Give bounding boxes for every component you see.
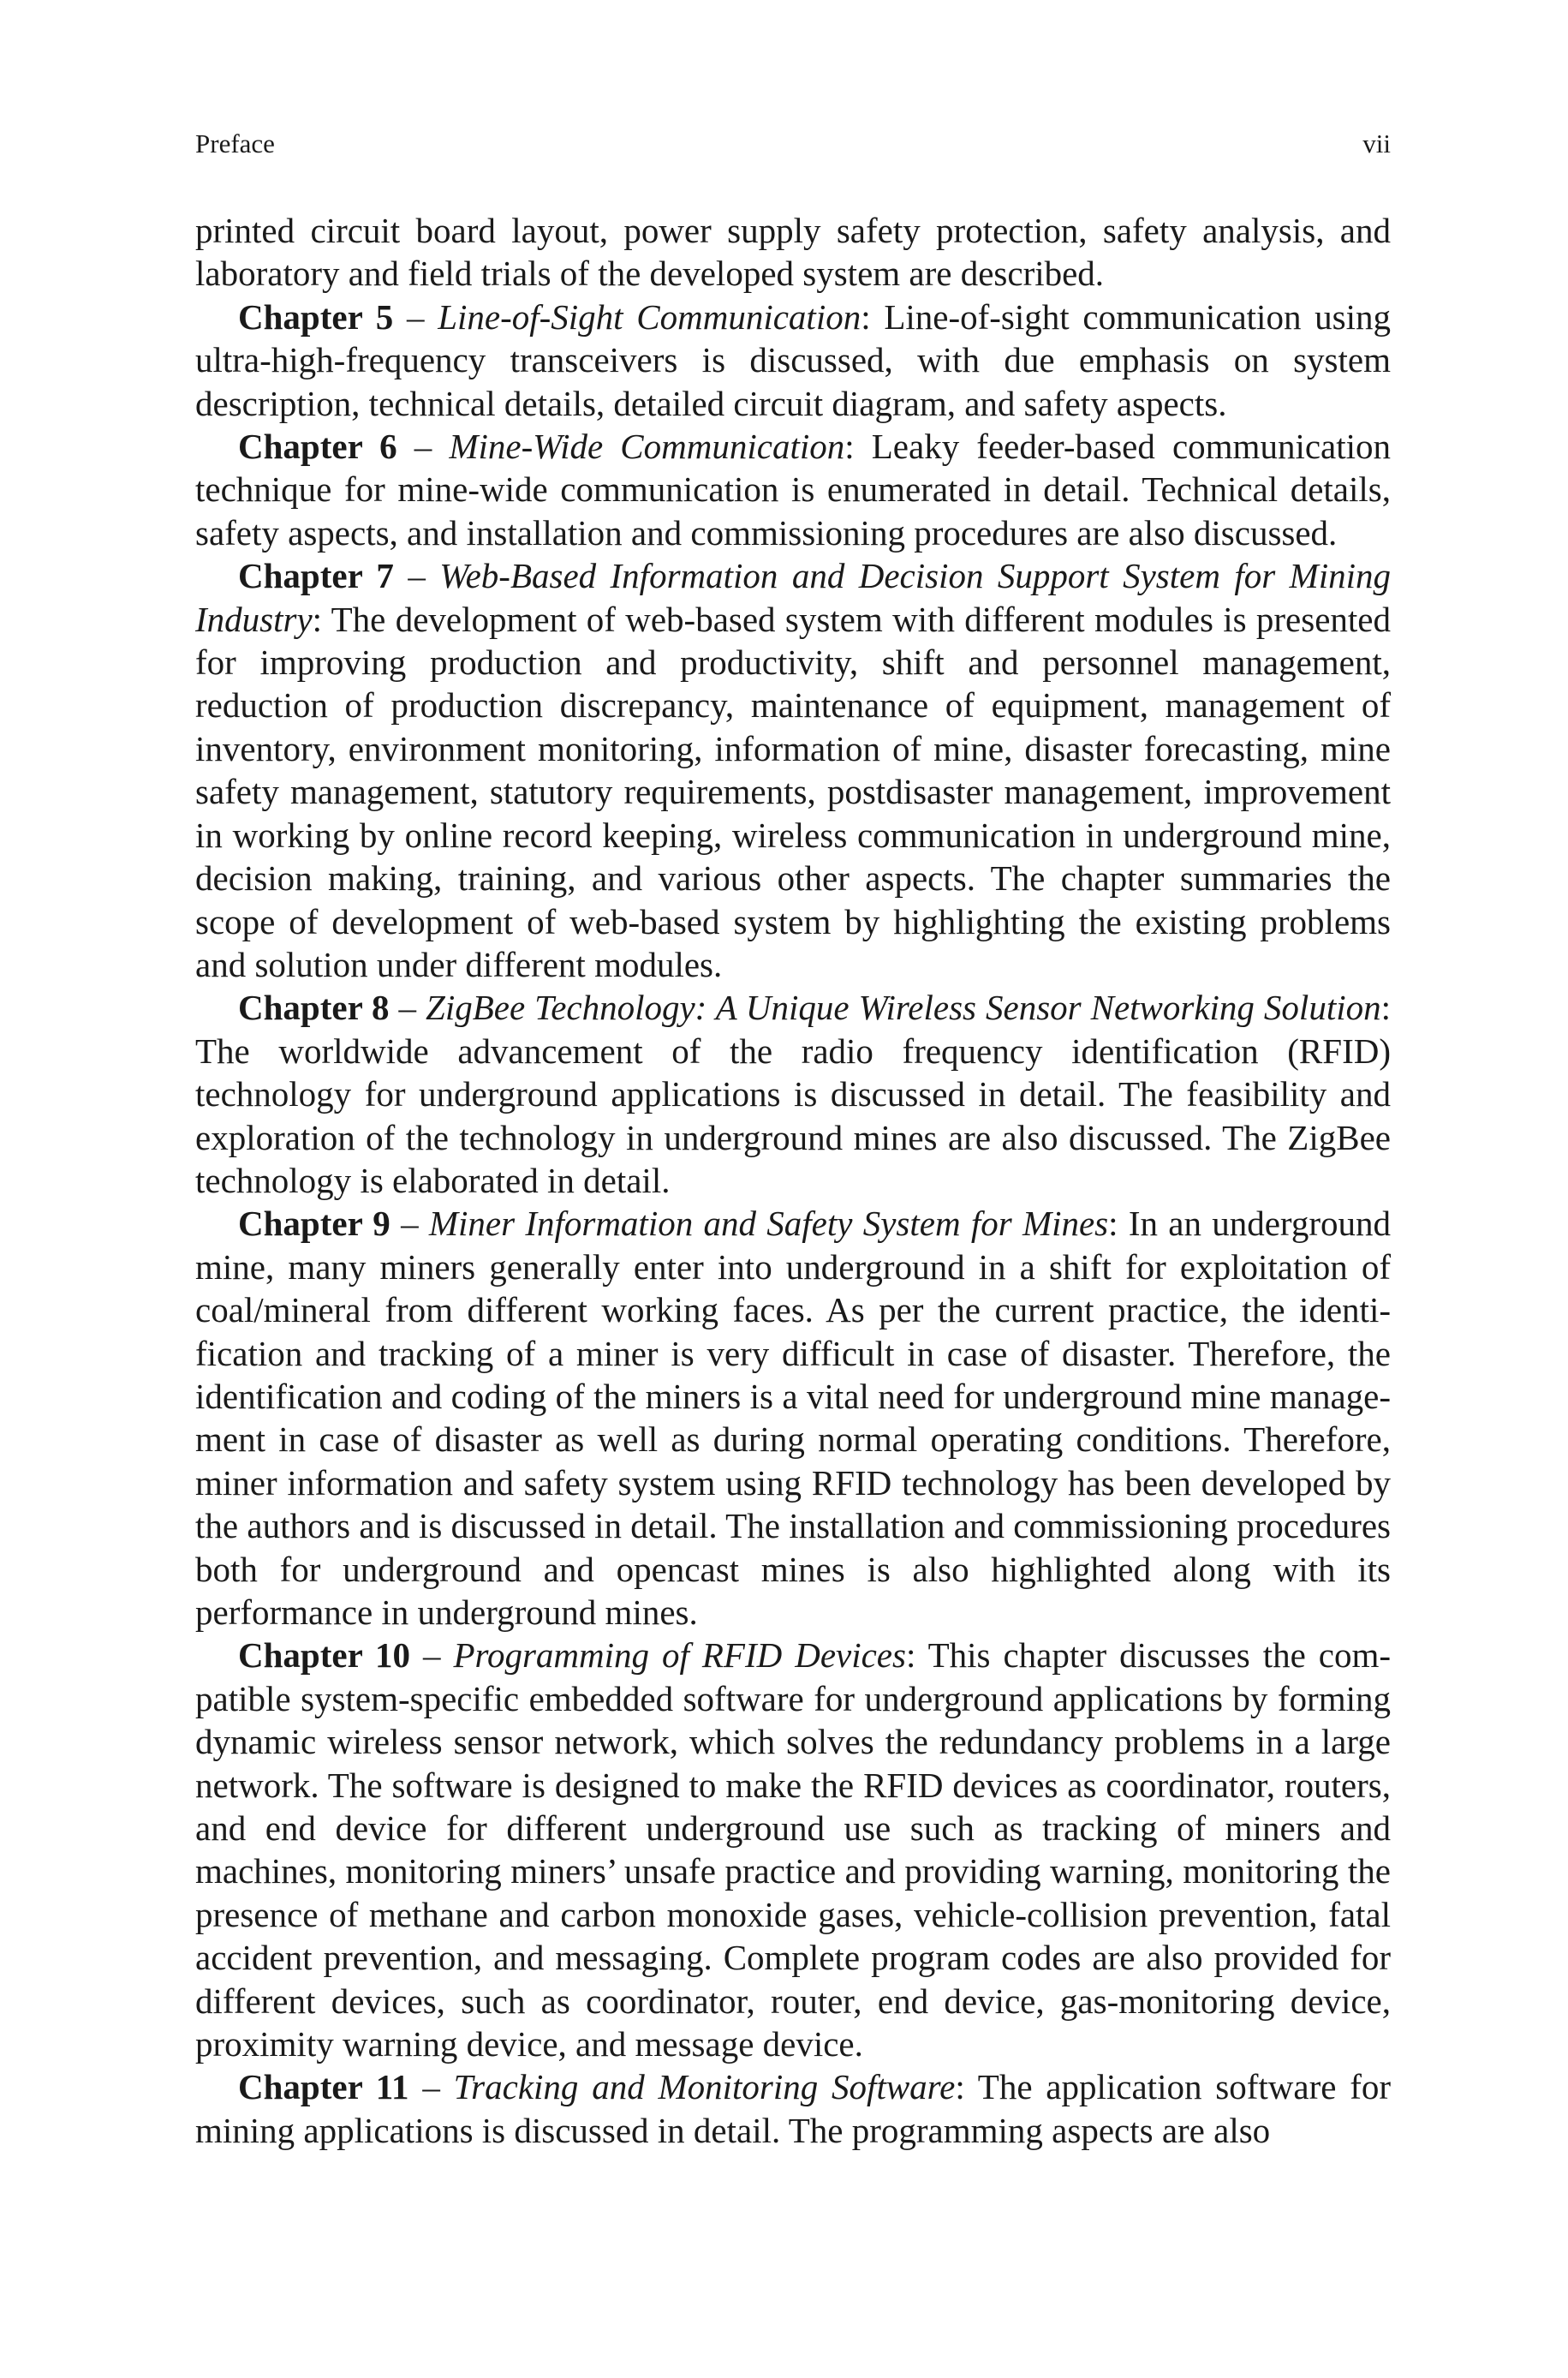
chapter-title: Miner Information and Safety System for Mines [428,1204,1109,1244]
section-title: Preface [195,128,275,158]
paragraph-chapter-7: Chapter 7 – Web-Based Information and Decision Support System for Mining Industry: The development of web-based system with different modules is presented for improving production and productivity, shift and personnel management, reduction of production discrepancy, maintenance of equipment, management of inventory, environment monitoring, information of mine, disaster forecasting, mine safety management, statutory requirements, postdisaster management, improvement in working by online record keeping, wireless communication in underground mine, decision making, training, and various other aspects. The chapter summaries the scope of development of web-based system by highlighting the existing problems and solution under different modules. [195,556,1391,984]
page-number: vii [1362,128,1391,158]
paragraph-chapter-10: Chapter 10 – Programming of RFID Devices: This chapter discusses the compatible system-specific embedded software for underground applications by forming dynamic wireless sensor network, which solves the redundancy problems in a large network. The software is designed to make the RFID devices as coordinator, routers, and end device for different underground use such as tracking of miners and machines, monitoring miners’ unsafe practice and providing warning, monitoring the presence of methane and carbon monoxide gases, vehicle-collision prevention, fatal accident prevention, and messaging. Complete program codes are also provided for different devices, such as coordinator, router, end device, gas-monitoring device, proximity warning device, and message device. [195,1635,1392,2064]
chapter-description: This chapter discusses the compatible system-specific embedded software for underground applications by forming dynamic wireless sensor network, which solves the redundancy problems in a large network. The software is designed to make the RFID devices as coordinator, routers, and end device for different underground use such as tracking of miners and machines, monitoring miners’ unsafe practice and providing warning, monitoring the presence of methane and carbon monoxide gases, vehicle-collision prevention, fatal accident prevention, and messaging. Complete program codes are also provided for different devices, such as coordinator, router, end device, gas-monitoring device, proximity warning device, and message device. [195,1635,1392,2064]
paragraph-chapter-8: Chapter 8 – ZigBee Technology: A Unique Wireless Sensor Networking Solution: The worldwide advancement of the radio frequency identification (RFID) technology for underground applications is discussed in detail. The feasibility and exploration of the technology in underground mines are also discussed. The ZigBee technology is elaborated in detail. [195,988,1392,1200]
body-text [195,209,1391,2152]
chapter-title: Tracking and Monitoring Software [453,2067,956,2107]
chapter-description: The development of web-based system with different modules is presented for improving production and productivity, shift and personnel management, reduction of production discrepancy, maintenance of equipment, management of inventory, environment monitoring, information of mine, disaster forecasting, mine safety management, statutory requirements, postdisaster management, improvement in working by online record keeping, wireless communication in underground mine, decision making, training, and various other aspects. The chapter summaries the scope of development of web-based system by highlighting the existing problems and solution under different modules. [195,599,1391,984]
chapter-title: ZigBee Technology: A Unique Wireless Sensor Networking Solution [426,988,1381,1028]
paragraph-continuation: printed circuit board layout, power supply safety protection, safety analysis, and laboratory and field trials of the developed system are described. [195,211,1391,294]
chapter-description: The application software for mining applications is discussed in detail. The programming aspects are also [195,2067,1392,2150]
chapter-label: Chapter 5 [238,296,394,337]
chapter-label: Chapter 8 [238,988,390,1028]
paragraph-chapter-11: Chapter 11 – Tracking and Monitoring Software: The application software for mining applications is discussed in detail. The programming aspects are also [195,2067,1392,2150]
chapter-label: Chapter 7 [238,556,394,596]
chapter-label: Chapter 11 [238,2067,409,2107]
paragraph-chapter-5: Chapter 5 – Line-of-Sight Communication: Line-of-sight communication using ultra-high-frequency transceivers is discussed, with due emphasis on system description, technical details, detailed circuit diagram, and safety aspects. [195,296,1392,423]
chapter-label: Chapter 10 [238,1635,411,1676]
chapter-title: Web-Based Information and Decision Support System for Mining Industry [195,556,1391,639]
chapter-title: Programming of RFID Devices [453,1635,906,1676]
chapter-label: Chapter 6 [238,427,397,467]
chapter-title: Line-of-Sight Communication [438,296,862,337]
paragraph-chapter-9: Chapter 9 – Miner Information and Safety System for Mines: In an underground mine, many miners generally enter into underground in a shift for exploitation of coal/mineral from different working faces. As per the current practice, the identification and tracking of a miner is very difficult in case of disaster. Therefore, the identification and coding of the miners is a vital need for underground mine management in case of disaster as well as during normal operating conditions. Therefore, miner information and safety system using RFID technology has been developed by the authors and is discussed in detail. The installation and commissioning procedures both for underground and opencast mines is also highlighted along with its performance in underground mines. [195,1204,1391,1632]
paragraph-chapter-6: Chapter 6 – Mine-Wide Communication: Leaky feeder-based communication technique for mine-wide communication is enumerated in detail. Technical details, safety aspects, and installation and commissioning procedures are also discussed. [195,427,1392,553]
running-header [195,128,1391,159]
chapter-description: The worldwide advancement of the radio frequency identification (RFID) technology for underground applications is discussed in detail. The feasibility and exploration of the technology in underground mines are also discussed. The ZigBee technology is elaborated in detail. [195,1031,1391,1200]
chapter-description: In an underground mine, many miners generally enter into underground in a shift for exploitation of coal/mineral from different working faces. As per the current practice, the identification and tracking of a miner is very difficult in case of disaster. Therefore, the identification and coding of the miners is a vital need for underground mine management in case of disaster as well as during normal operating conditions. Therefore, miner information and safety system using RFID technology has been developed by the authors and is discussed in detail. The installation and commissioning procedures both for underground and opencast mines is also highlighted along with its performance in underground mines. [195,1204,1391,1632]
chapter-description: Line-of-sight communication using ultra-high-frequency transceivers is discussed, with due emphasis on system description, technical details, detailed circuit diagram, and safety aspects. [195,296,1392,423]
chapter-title: Mine-Wide Communication [449,427,845,467]
chapter-description: Leaky feeder-based communication technique for mine-wide communication is enumerated in detail. Technical details, safety aspects, and installation and commissioning procedures are also discussed. [195,427,1392,553]
chapter-label: Chapter 9 [238,1204,391,1244]
